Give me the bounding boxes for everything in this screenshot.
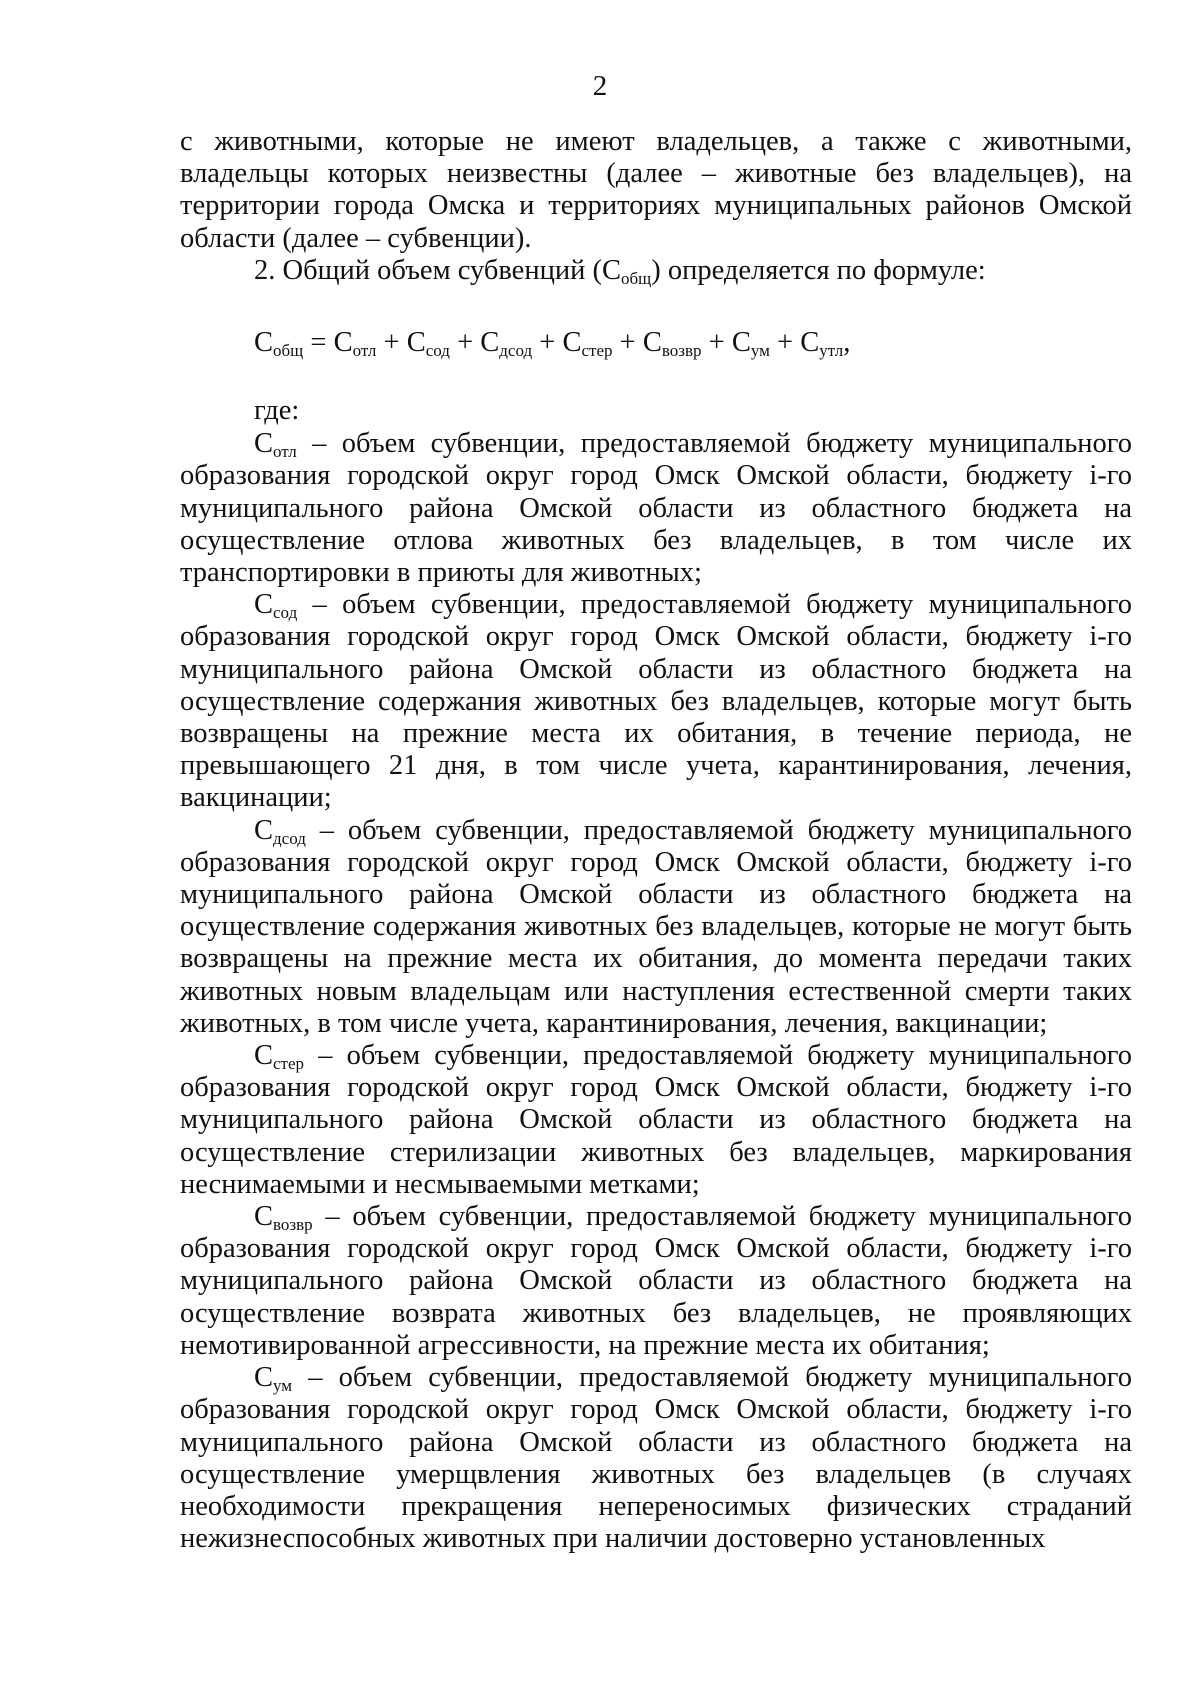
intro-block	[180, 126, 1132, 287]
page-number: 2	[592, 70, 608, 102]
formula-equals: =	[303, 327, 334, 358]
formula-plus: +	[612, 327, 643, 358]
definition-otl: $С_{отл}$ – объем субвенции, предоставляемой бюджету муниципального образования городской округ город Омск Омской области, бюджету i-го муниципального района Омской области из областного бюджета на осуществление отлова животных без владельцев, в том числе их транспортировки в приюты для животных;	[180, 428, 1132, 589]
formula-plus: +	[449, 327, 481, 358]
formula-term: $С_{возвр}$	[642, 327, 702, 360]
item-2-text-after: ) определяется по формуле:	[651, 254, 986, 286]
definition-ster: $С_{стер}$ – объем субвенции, предоставляемой бюджету муниципального образования городской округ город Омск Омской области, бюджету i-го муниципального района Омской области из областного бюджета на осуществление стерилизации животных без владельцев, маркирования неснимаемыми и несмываемыми метками;	[180, 1040, 1132, 1200]
formula-plus: +	[376, 327, 407, 358]
formula-term: $С_{сод}$	[406, 327, 450, 360]
item-2-paragraph	[180, 255, 1132, 287]
item-2-text-before: 2. Общий объем субвенций (С	[254, 254, 621, 286]
formula	[254, 326, 850, 360]
formula-term: $С_{дсод}$	[480, 327, 533, 360]
definition-vozvr: $С_{возвр}$ – объем субвенции, предоставляемой бюджету муниципального образования городской округ город Омск Омской области, бюджету i-го муниципального района Омской области из областного бюджета на осуществление возврата животных без владельцев, не проявляющих немотивированной агрессивности, на прежние места их обитания;	[180, 1201, 1132, 1361]
where-label: где:	[254, 395, 300, 426]
definition-dsod: $С_{дсод}$ – объем субвенции, предоставляемой бюджету муниципального образования городской округ город Омск Омской области, бюджету i-го муниципального района Омской области из областного бюджета на осуществление содержания животных без владельцев, которые не могут быть возвращены на прежние места их обитания, до момента передачи таких животных новым владельцам или наступления естественной смерти таких животных, в том числе учета, карантинирования, лечения, вакцинации;	[180, 814, 1132, 1039]
formula-lhs: $С_{общ}$	[254, 327, 304, 360]
formula-plus: +	[769, 327, 801, 358]
intro-paragraph: с животными, которые не имеют владельцев, а также с животными, владельцы которых неизвестны (далее – животные без владельцев), на территории города Омска и территориях муниципальных районов Омской области (далее – субвенции).	[180, 126, 1132, 254]
definition-sod: $С_{сод}$ – объем субвенции, предоставляемой бюджету муниципального образования городской округ город Омск Омской области, бюджету i-го муниципального района Омской области из областного бюджета на осуществление содержания животных без владельцев, которые могут быть возвращены на прежние места их обитания, в течение периода, не превышающего 21 дня, в том числе учета, карантинирования, лечения, вакцинации;	[180, 589, 1132, 814]
definition-um: $С_{ум}$ – объем субвенции, предоставляемой бюджету муниципального образования городской округ город Омск Омской области, бюджету i-го муниципального района Омской области из областного бюджета на осуществление умерщвления животных без владельцев (в случаях необходимости прекращения непереносимых физических страданий нежизнеспособных животных при наличии достоверно установленных	[180, 1362, 1132, 1555]
formula-plus: +	[701, 327, 732, 358]
item-2-subscript: общ	[620, 268, 652, 288]
formula-term: $С_{стер}$	[562, 327, 613, 360]
formula-term: $С_{ум}$	[731, 327, 770, 360]
formula-end: ,	[843, 327, 851, 358]
formula-term: $С_{утл}$	[800, 327, 844, 360]
definitions-block	[180, 396, 1132, 1555]
formula-term: $С_{отл}$	[333, 327, 377, 360]
formula-plus: +	[532, 327, 563, 358]
